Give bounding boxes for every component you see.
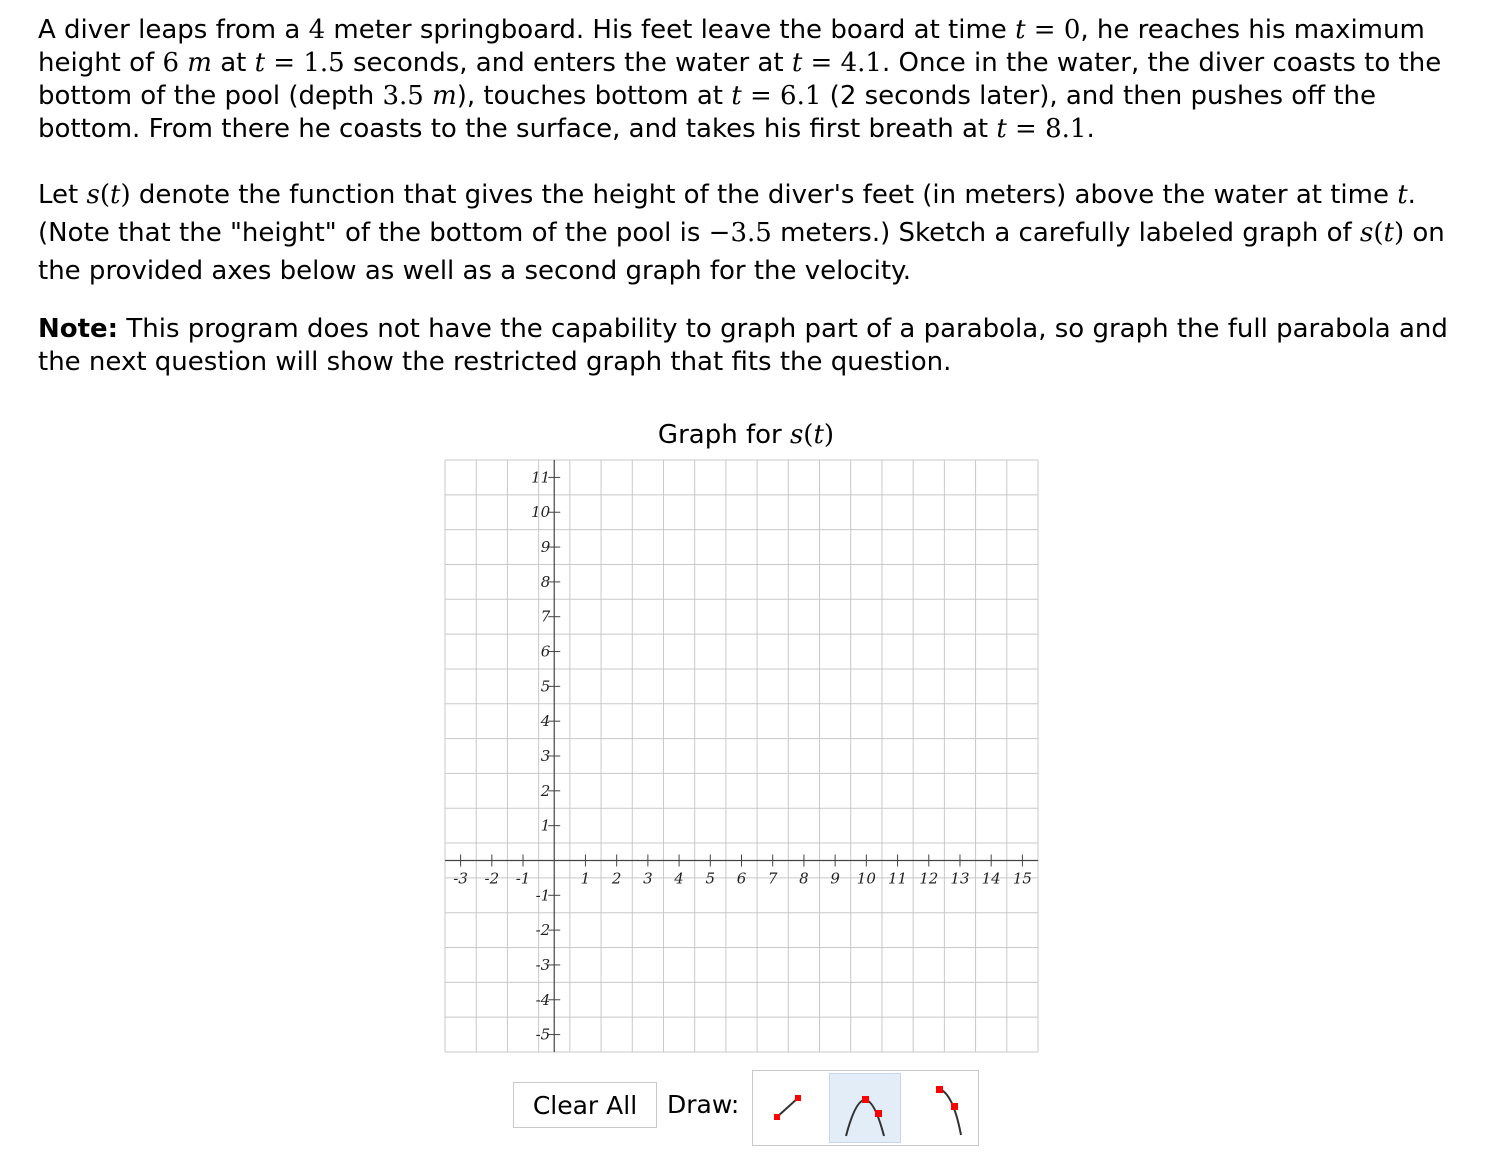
y-tick-label: -3 — [535, 955, 551, 974]
p1-segment: = — [265, 48, 304, 78]
y-tick-label: 7 — [540, 607, 551, 626]
x-tick-label: -3 — [453, 869, 468, 888]
p2-segment: meters.) Sketch a carefully labeled graph of — [771, 218, 1360, 248]
y-tick-label: 5 — [540, 677, 551, 696]
y-tick-label: 9 — [540, 538, 551, 557]
graph-title-prefix: Graph for — [657, 420, 790, 450]
p2-segment: t — [1383, 218, 1394, 248]
p2-segment: s — [86, 180, 100, 210]
p2-segment: ) — [120, 180, 131, 210]
clear-all-button[interactable]: Clear All — [513, 1082, 657, 1128]
p1-segment: = — [802, 48, 841, 78]
y-tick-label: 6 — [540, 642, 551, 661]
p1-segment: t — [1015, 15, 1026, 45]
p1-segment: 4 — [308, 15, 326, 45]
p2-segment: ( — [99, 180, 110, 210]
p1-segment: t — [254, 48, 266, 78]
x-tick-label: 5 — [705, 869, 716, 888]
y-tick-label: 3 — [540, 747, 551, 765]
p1-segment: t — [731, 81, 742, 111]
parabola-tool-icon — [830, 1074, 902, 1144]
p1-segment: 3.5 — [382, 81, 424, 111]
p1-segment: = — [741, 81, 781, 111]
p1-segment: = — [1006, 114, 1046, 144]
p1-segment: A diver leaps from a — [38, 15, 309, 45]
half-parabola-tool-icon — [903, 1073, 975, 1143]
x-tick-label: -2 — [484, 869, 500, 888]
x-tick-label: 12 — [919, 869, 939, 888]
x-tick-label: 8 — [799, 869, 809, 888]
p2-segment: ( — [1373, 218, 1384, 248]
p1-segment: , he reaches his maximum height of — [38, 15, 1425, 78]
y-tick-label: 11 — [531, 468, 551, 487]
p2-segment: ) — [1393, 218, 1405, 248]
graph-title-arg: t — [813, 420, 824, 450]
p2-segment: t — [1397, 180, 1408, 210]
p2-segment: −3.5 — [708, 218, 772, 248]
graph-title-fn: s — [789, 420, 804, 450]
x-tick-label: 15 — [1012, 869, 1032, 888]
y-tick-label: 8 — [540, 572, 551, 591]
x-tick-label: 7 — [767, 869, 778, 888]
draw-tool-group — [752, 1070, 979, 1146]
p1-segment: t — [996, 114, 1007, 144]
x-tick-label: 2 — [611, 869, 622, 888]
x-tick-label: 9 — [830, 869, 840, 888]
p1-segment: ), touches bottom at — [456, 81, 732, 111]
x-tick-label: 14 — [981, 869, 1001, 888]
p1-segment: 0 — [1063, 15, 1081, 45]
x-tick-label: -1 — [515, 869, 531, 888]
x-tick-label: 13 — [950, 869, 970, 888]
y-tick-label: 1 — [540, 816, 551, 835]
x-tick-label: 4 — [674, 869, 684, 888]
p1-segment: seconds, and enters the water at — [344, 48, 792, 78]
p2-segment: denote the function that gives the height of the diver's feet (in meters) above the water at time — [130, 180, 1398, 210]
line-segment-tool-button[interactable] — [755, 1073, 827, 1143]
p1-segment: m — [187, 48, 212, 78]
y-tick-label: 2 — [540, 781, 551, 800]
p1-segment: meter springboard. His feet leave the board at time — [325, 15, 1016, 45]
x-tick-label: 1 — [580, 869, 591, 888]
line-segment-tool-icon — [755, 1073, 827, 1143]
p1-segment: 4.1 — [840, 48, 882, 78]
note-text: This program does not have the capability to graph part of a parabola, so graph the full parabola and the next question will show the restricted graph that fits the question. — [38, 314, 1448, 377]
p1-segment: m — [432, 81, 457, 111]
p1-segment: 1.5 — [303, 48, 345, 78]
p1-segment: (2 seconds later), and then pushes off the bottom. From there he coasts to the surface, and takes his first breath at — [38, 81, 1377, 144]
note-label: Note: — [38, 314, 119, 344]
p1-segment: 6.1 — [780, 81, 822, 111]
p2-segment: t — [109, 180, 121, 210]
x-tick-label: 11 — [888, 869, 908, 888]
p1-segment: t — [791, 48, 803, 78]
y-tick-label: 4 — [540, 712, 551, 731]
y-tick-label: -5 — [535, 1025, 551, 1044]
p2-segment: s — [1359, 218, 1374, 248]
p2-segment: Let — [38, 180, 87, 210]
half-parabola-tool-button[interactable] — [903, 1073, 975, 1143]
graph-title-paren-open: ( — [803, 420, 814, 450]
p1-segment: . Once in the water, the diver coasts to the bottom of the pool (depth — [38, 48, 1442, 111]
parabola-tool-button[interactable] — [829, 1073, 901, 1143]
y-tick-label: -1 — [535, 886, 551, 905]
p1-segment: 8.1 — [1045, 114, 1087, 144]
draw-label: Draw: — [667, 1090, 740, 1119]
p1-segment: 6 — [162, 48, 180, 78]
p2-segment: . (Note that the "height" of the bottom of the pool is — [38, 180, 1416, 248]
p1-segment: at — [211, 48, 255, 78]
y-tick-label: -4 — [535, 990, 551, 1009]
graph-title-paren-close: ) — [823, 420, 835, 450]
p1-segment: . — [1086, 114, 1095, 144]
p2-segment: on the provided axes below as well as a second graph for the velocity. — [38, 218, 1445, 286]
p1-segment: = — [1025, 15, 1064, 45]
y-tick-label: 10 — [531, 503, 551, 522]
x-tick-label: 6 — [736, 869, 747, 888]
x-tick-label: 3 — [643, 869, 653, 888]
y-tick-label: -2 — [535, 921, 551, 940]
x-tick-label: 10 — [856, 869, 876, 888]
